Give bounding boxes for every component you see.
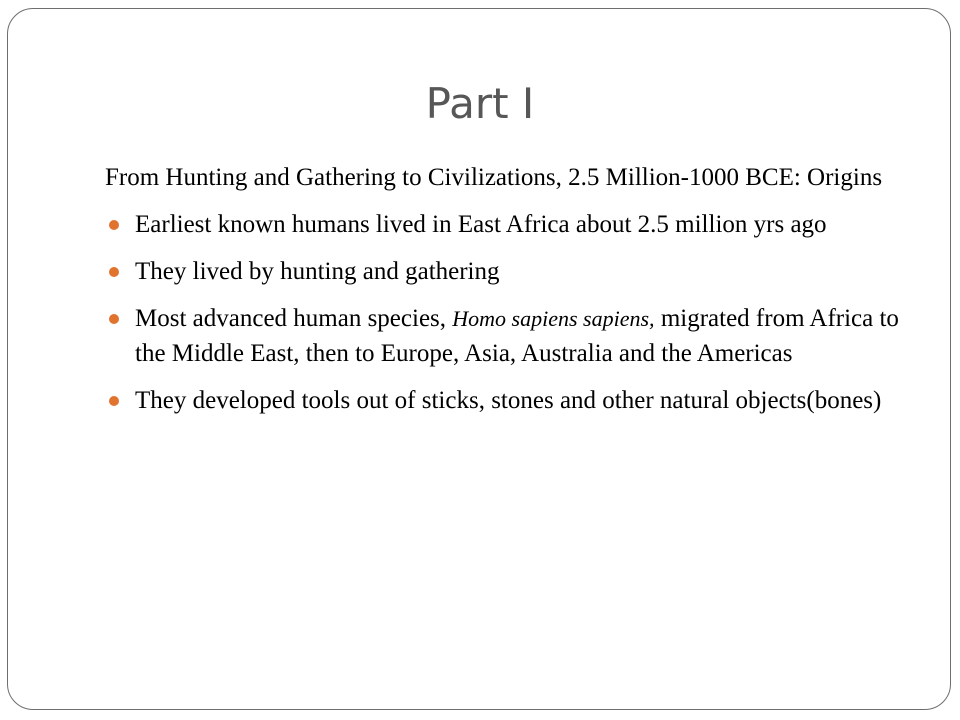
bullet-text: Earliest known humans lived in East Africa about 2.5 million yrs ago bbox=[135, 211, 827, 238]
bullet-dot-icon bbox=[109, 267, 119, 277]
slide-title: Part I bbox=[425, 79, 535, 128]
slide-body bbox=[105, 160, 905, 430]
bullet-item bbox=[105, 254, 905, 289]
bullet-item bbox=[105, 207, 905, 242]
bullet-item bbox=[105, 301, 905, 371]
bullet-dot-icon bbox=[109, 220, 119, 230]
intro-paragraph: From Hunting and Gathering to Civilizations, 2.5 Million-1000 BCE: Origins bbox=[105, 164, 883, 191]
bullet-text-after: migrated from Africa to the Middle East, then to Europe, Asia, Australia and the Americas bbox=[135, 305, 899, 367]
species-name: Homo sapiens sapiens, bbox=[452, 306, 655, 331]
bullet-dot-icon bbox=[109, 396, 119, 406]
bullet-item bbox=[105, 383, 905, 418]
bullet-text: They lived by hunting and gathering bbox=[135, 258, 500, 285]
bullet-text: They developed tools out of sticks, stones and other natural objects(bones) bbox=[135, 387, 882, 414]
bullet-text-before: Most advanced human species, bbox=[135, 305, 453, 332]
bullet-dot-icon bbox=[109, 314, 119, 324]
